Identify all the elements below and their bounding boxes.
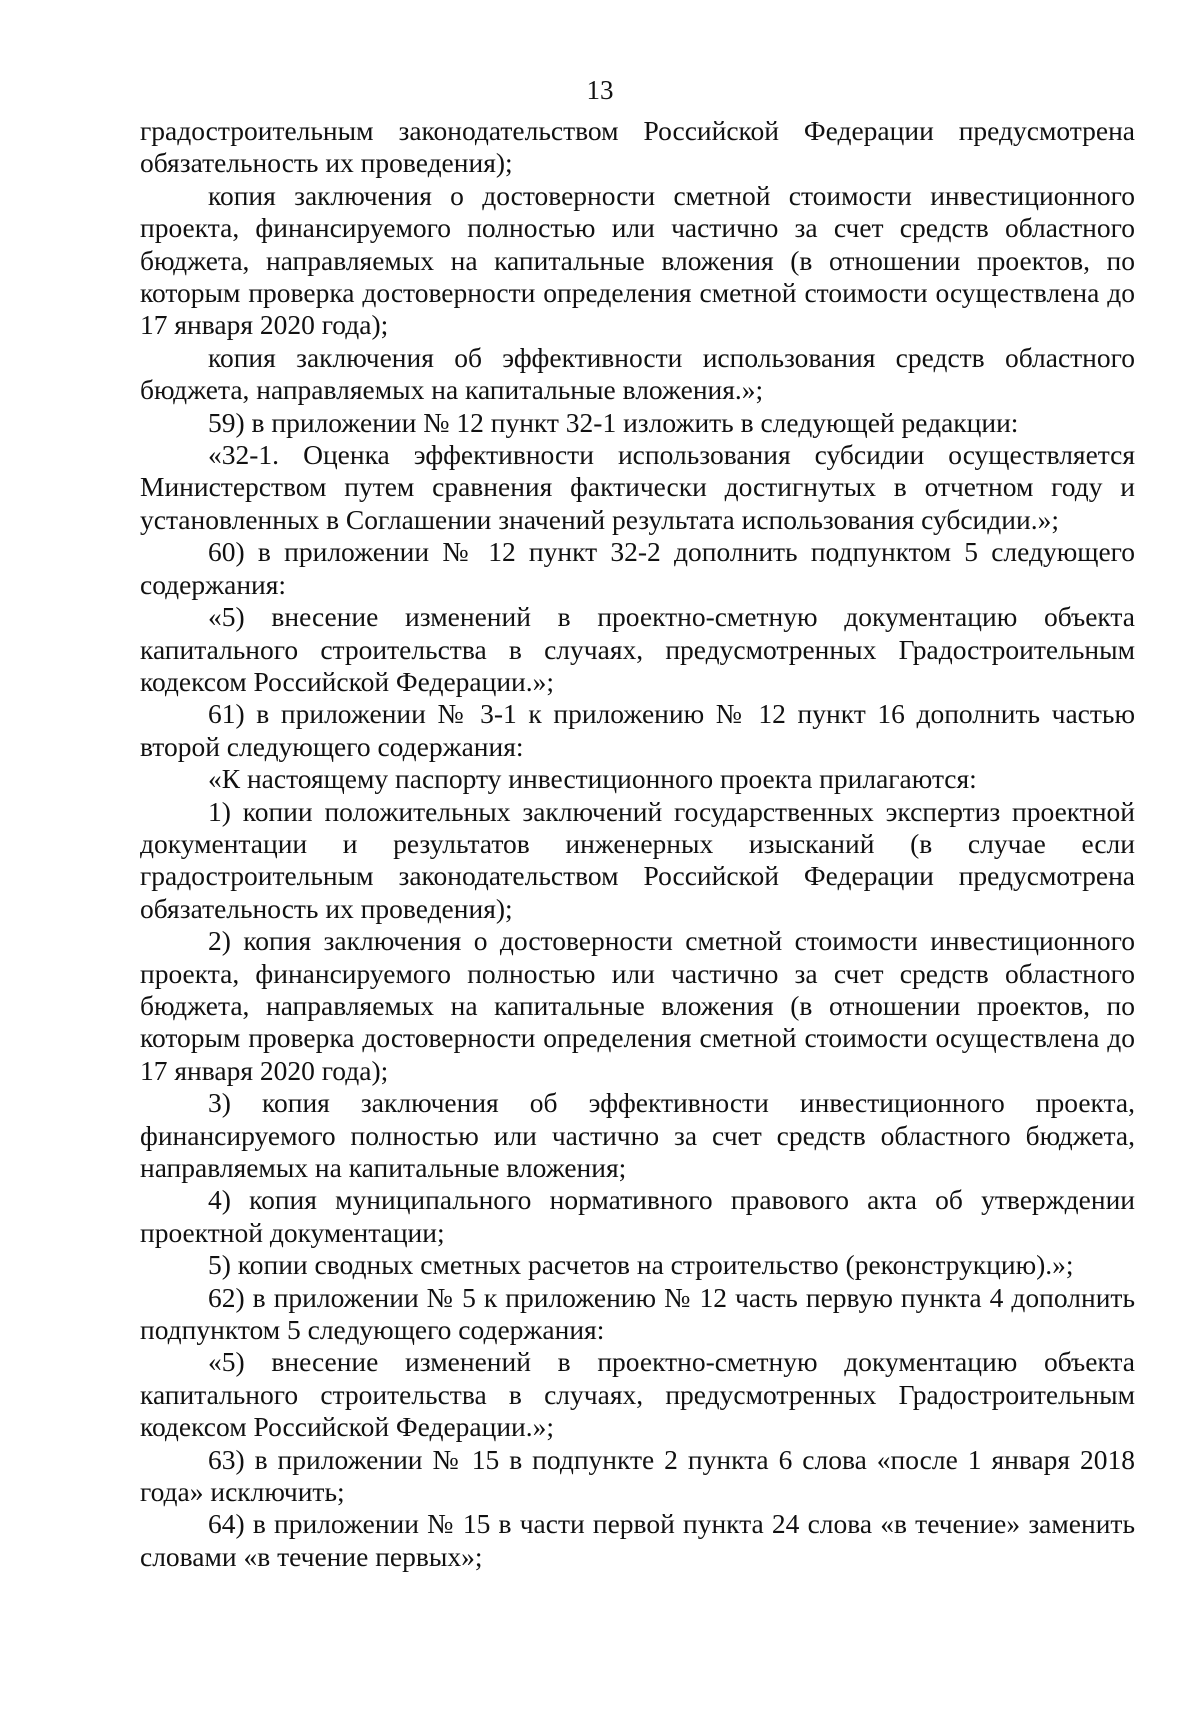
- paragraph: «К настоящему паспорту инвестиционного проекта прилагаются:: [208, 763, 977, 795]
- paragraph-subitem-4: 4) копия муниципального нормативного правового акта об утверждении проектной документации;: [140, 1184, 1135, 1248]
- paragraph: копия заключения об эффективности использования средств областного бюджета, направляемых на капитальные вложения.»;: [140, 341, 1135, 406]
- page-number: 13: [586, 75, 614, 105]
- paragraph-continuation: градостроительным законодательством Российской Федерации предусмотрена обязательность их проведения);: [140, 115, 1135, 179]
- paragraph-subitem-5: 5) копии сводных сметных расчетов на строительство (реконструкцию).»;: [208, 1249, 1074, 1281]
- paragraph-subitem-2: 2) копия заключения о достоверности сметной стоимости инвестиционного проекта, финансируемого полностью или частично за счет средств областного бюджета, направляемых на капитальные вложения (в отношении проектов, по которым проверка достоверности определения сметной стоимости осуществлена до 17 января 2020 года);: [140, 925, 1135, 1086]
- paragraph-item-62: 62) в приложении № 5 к приложению № 12 часть первую пункта 4 дополнить подпунктом 5 следующего содержания:: [140, 1281, 1135, 1346]
- paragraph: «5) внесение изменений в проектно-сметную документацию объекта капитального строительства в случаях, предусмотренных Градостроительным кодексом Российской Федерации.»;: [140, 601, 1135, 697]
- paragraph: «5) внесение изменений в проектно-сметную документацию объекта капитального строительства в случаях, предусмотренных Градостроительным кодексом Российской Федерации.»;: [140, 1346, 1135, 1443]
- paragraph-item-59: 59) в приложении № 12 пункт 32-1 изложить в следующей редакции:: [208, 406, 1019, 438]
- paragraph-item-60: 60) в приложении № 12 пункт 32-2 дополнить подпунктом 5 следующего содержания:: [140, 536, 1135, 600]
- paragraph: «32-1. Оценка эффективности использования субсидии осуществляется Министерством путем сравнения фактически достигнутых в отчетном году и установленных в Соглашении значений результата использования субсидии.»;: [140, 439, 1135, 535]
- document-body: [140, 115, 1135, 1573]
- paragraph-item-64: 64) в приложении № 15 в части первой пункта 24 слова «в течение» заменить словами «в течение первых»;: [140, 1508, 1135, 1572]
- paragraph-item-63: 63) в приложении № 15 в подпункте 2 пункта 6 слова «после 1 января 2018 года» исключить;: [140, 1443, 1135, 1508]
- paragraph-subitem-1: 1) копии положительных заключений государственных экспертиз проектной документации и результатов инженерных изысканий (в случае если градостроительным законодательством Российской Федерации предусмотрена обязательность их проведения);: [140, 795, 1135, 924]
- paragraph: копия заключения о достоверности сметной стоимости инвестиционного проекта, финансируемого полностью или частично за счет средств областного бюджета, направляемых на капитальные вложения (в отношении проектов, по которым проверка достоверности определения сметной стоимости осуществлена до 17 января 2020 года);: [140, 179, 1135, 341]
- paragraph-item-61: 61) в приложении № 3-1 к приложению № 12 пункт 16 дополнить частью второй следующего содержания:: [140, 698, 1135, 762]
- paragraph-subitem-3: 3) копия заключения об эффективности инвестиционного проекта, финансируемого полностью или частично за счет средств областного бюджета, направляемых на капитальные вложения;: [140, 1087, 1135, 1183]
